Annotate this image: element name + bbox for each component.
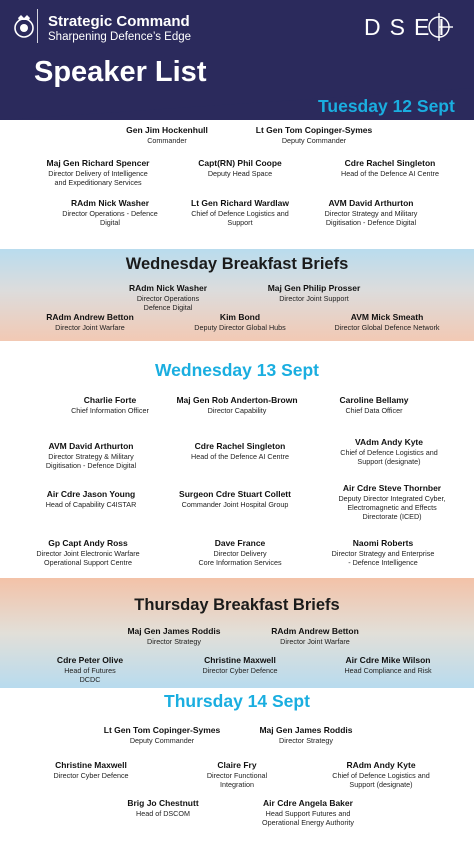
speaker-role: Director Joint Warfare — [280, 637, 350, 646]
speaker-card — [202, 655, 277, 675]
speaker-card — [198, 538, 281, 567]
speaker-role: Head of DSCOM — [136, 809, 190, 818]
speaker-card — [104, 725, 221, 745]
dsei-logo — [364, 13, 464, 41]
speaker-name: Charlie Forte — [83, 395, 137, 405]
speaker-role: Director Cyber Defence — [202, 666, 278, 675]
speaker-card — [340, 437, 438, 466]
day-title-thursday: Thursday 14 Sept — [164, 691, 310, 711]
wednesday-breakfast-title: Wednesday Breakfast Briefs — [125, 255, 349, 273]
page-title: Speaker List — [34, 56, 207, 88]
speaker-name: Cdre Rachel Singleton — [194, 441, 286, 451]
speaker-name: Air Cdre Jason Young — [46, 489, 136, 499]
speaker-role: Head Compliance and Risk — [344, 666, 432, 675]
speaker-name: Lt Gen Richard Wardlaw — [191, 198, 289, 208]
speaker-role: Director Delivery Core Information Services — [198, 549, 282, 567]
speaker-name: Cdre Rachel Singleton — [344, 158, 436, 168]
day-title-wednesday: Wednesday 13 Sept — [154, 360, 320, 380]
speaker-card — [268, 283, 361, 303]
speaker-card — [179, 489, 291, 509]
speaker-name: Christine Maxwell — [55, 760, 127, 770]
speaker-card — [126, 125, 208, 145]
speaker-name: RAdm Andy Kyte — [346, 760, 416, 770]
speaker-card — [191, 198, 289, 227]
speaker-card — [334, 312, 439, 332]
speaker-role: Commander Joint Hospital Group — [181, 500, 289, 509]
speaker-card — [332, 760, 430, 789]
speaker-role: Chief of Defence Logistics and Support (designate) — [340, 448, 438, 466]
speaker-name: Capt(RN) Phil Coope — [198, 158, 282, 168]
speaker-card — [46, 441, 136, 470]
speaker-name: AVM David Arthurton — [48, 441, 134, 451]
speaker-card — [36, 538, 139, 567]
speaker-card — [194, 312, 285, 332]
speaker-card — [176, 395, 297, 415]
speaker-name: Gen Jim Hockenhull — [126, 125, 208, 135]
speaker-name: Kim Bond — [219, 312, 261, 322]
speaker-name: AVM David Arthurton — [328, 198, 414, 208]
speaker-role: Head of the Defence AI Centre — [191, 452, 289, 461]
speaker-role: Deputy Director Integrated Cyber, Electromagnetic and Effects Directorate (ICED) — [338, 494, 446, 521]
speaker-role: Head of the Defence AI Centre — [341, 169, 439, 178]
speaker-name: Lt Gen Tom Copinger-Symes — [255, 125, 373, 135]
speaker-name: Air Cdre Mike Wilson — [345, 655, 431, 665]
speaker-card — [57, 655, 123, 684]
speaker-name: Maj Gen Rob Anderton-Brown — [176, 395, 298, 405]
speaker-role: Director Operations - Defence Digital — [62, 209, 158, 227]
speaker-card — [53, 760, 128, 780]
speaker-name: Dave France — [214, 538, 266, 548]
speaker-role: Deputy Commander — [129, 736, 195, 745]
speaker-name: Caroline Bellamy — [339, 395, 409, 405]
speaker-role: Head of Futures DCDC — [64, 666, 116, 684]
speaker-role: Head Support Futures and Operational Energy Authority — [262, 809, 354, 827]
speaker-role: Director Joint Electronic Warfare Operational Support Centre — [36, 549, 140, 567]
speaker-role: Deputy Commander — [281, 136, 347, 145]
speaker-name: Cdre Peter Olive — [56, 655, 124, 665]
speaker-card — [344, 655, 431, 675]
speaker-name: Lt Gen Tom Copinger-Symes — [103, 725, 221, 735]
speaker-card — [127, 626, 220, 646]
speaker-name: Maj Gen James Roddis — [259, 725, 353, 735]
speaker-role: Chief of Defence Logistics and Support (designate) — [332, 771, 430, 789]
speaker-name: RAdm Andrew Betton — [271, 626, 359, 636]
speaker-role: Chief Information Officer — [71, 406, 149, 415]
speaker-card — [262, 798, 354, 827]
speaker-role: Director Global Defence Network — [334, 323, 440, 332]
dsei-logo-text: DSEI — [364, 14, 454, 40]
speaker-role: Chief of Defence Logistics and Support — [191, 209, 289, 227]
speaker-card — [62, 198, 157, 227]
speaker-role: Director Functional Integration — [206, 771, 268, 789]
speaker-role: Director Capability — [207, 406, 267, 415]
speaker-name: Air Cdre Angela Baker — [263, 798, 353, 808]
speaker-role: Commander — [147, 136, 187, 145]
speaker-name: Naomi Roberts — [352, 538, 414, 548]
speaker-role: Director Strategy — [279, 736, 333, 745]
speaker-role: Deputy Director Global Hubs — [194, 323, 286, 332]
speaker-name: Maj Gen Richard Spencer — [46, 158, 150, 168]
speaker-name: RAdm Andrew Betton — [46, 312, 134, 322]
speaker-name: VAdm Andy Kyte — [354, 437, 423, 447]
thursday-breakfast-title: Thursday Breakfast Briefs — [134, 596, 340, 614]
royal-crest-icon — [9, 12, 39, 42]
speaker-name: Gp Capt Andy Ross — [48, 538, 128, 548]
organisation-tagline: Sharpening Defence’s Edge — [48, 31, 192, 43]
speaker-name: Christine Maxwell — [204, 655, 276, 665]
speaker-card — [338, 483, 445, 521]
speaker-card — [129, 283, 207, 312]
organisation-name: Strategic Command — [48, 13, 190, 30]
speaker-role: Director Joint Support — [279, 294, 349, 303]
speaker-role: Deputy Head Space — [207, 169, 273, 178]
speaker-card — [46, 489, 137, 509]
speaker-role: Director Joint Warfare — [55, 323, 125, 332]
speaker-role: Director Strategy & Military Digitisation - Defence Digital — [45, 452, 137, 470]
logo-divider — [37, 9, 38, 43]
speaker-card — [325, 198, 418, 227]
speaker-role: Director Strategy and Enterprise - Defence Intelligence — [331, 549, 435, 567]
speaker-name: AVM Mick Smeath — [350, 312, 424, 322]
speaker-name: Maj Gen Philip Prosser — [267, 283, 361, 293]
speaker-role: Director Delivery of Intelligence and Expeditionary Services — [48, 169, 148, 187]
speaker-name: Air Cdre Steve Thornber — [342, 483, 442, 493]
speaker-name: RAdm Nick Washer — [128, 283, 208, 293]
speaker-role: Director Strategy — [147, 637, 201, 646]
speaker-card — [256, 125, 373, 145]
speaker-name: Brig Jo Chestnutt — [127, 798, 199, 808]
crosshair-icon — [425, 13, 453, 41]
speaker-role: Chief Data Officer — [345, 406, 403, 415]
speaker-card — [191, 441, 289, 461]
speaker-name: Surgeon Cdre Stuart Collett — [179, 489, 291, 499]
speaker-card — [207, 760, 267, 789]
speaker-name: RAdm Nick Washer — [70, 198, 150, 208]
speaker-card — [46, 312, 134, 332]
speaker-card — [340, 395, 409, 415]
speaker-name: Maj Gen James Roddis — [127, 626, 221, 636]
speaker-card — [71, 395, 149, 415]
speaker-role: Director Operations Defence Digital — [136, 294, 200, 312]
speaker-role: Head of Capability C4ISTAR — [45, 500, 137, 509]
speaker-card — [271, 626, 359, 646]
speaker-card — [259, 725, 352, 745]
speaker-card — [198, 158, 282, 178]
speaker-card — [332, 538, 435, 567]
speaker-role: Director Cyber Defence — [53, 771, 129, 780]
speaker-card — [341, 158, 439, 178]
speaker-name: Claire Fry — [217, 760, 257, 770]
day-title-tuesday: Tuesday 12 Sept — [318, 96, 455, 116]
speaker-card — [47, 158, 150, 187]
speaker-role: Director Strategy and Military Digitisation - Defence Digital — [324, 209, 418, 227]
speaker-card — [127, 798, 198, 818]
